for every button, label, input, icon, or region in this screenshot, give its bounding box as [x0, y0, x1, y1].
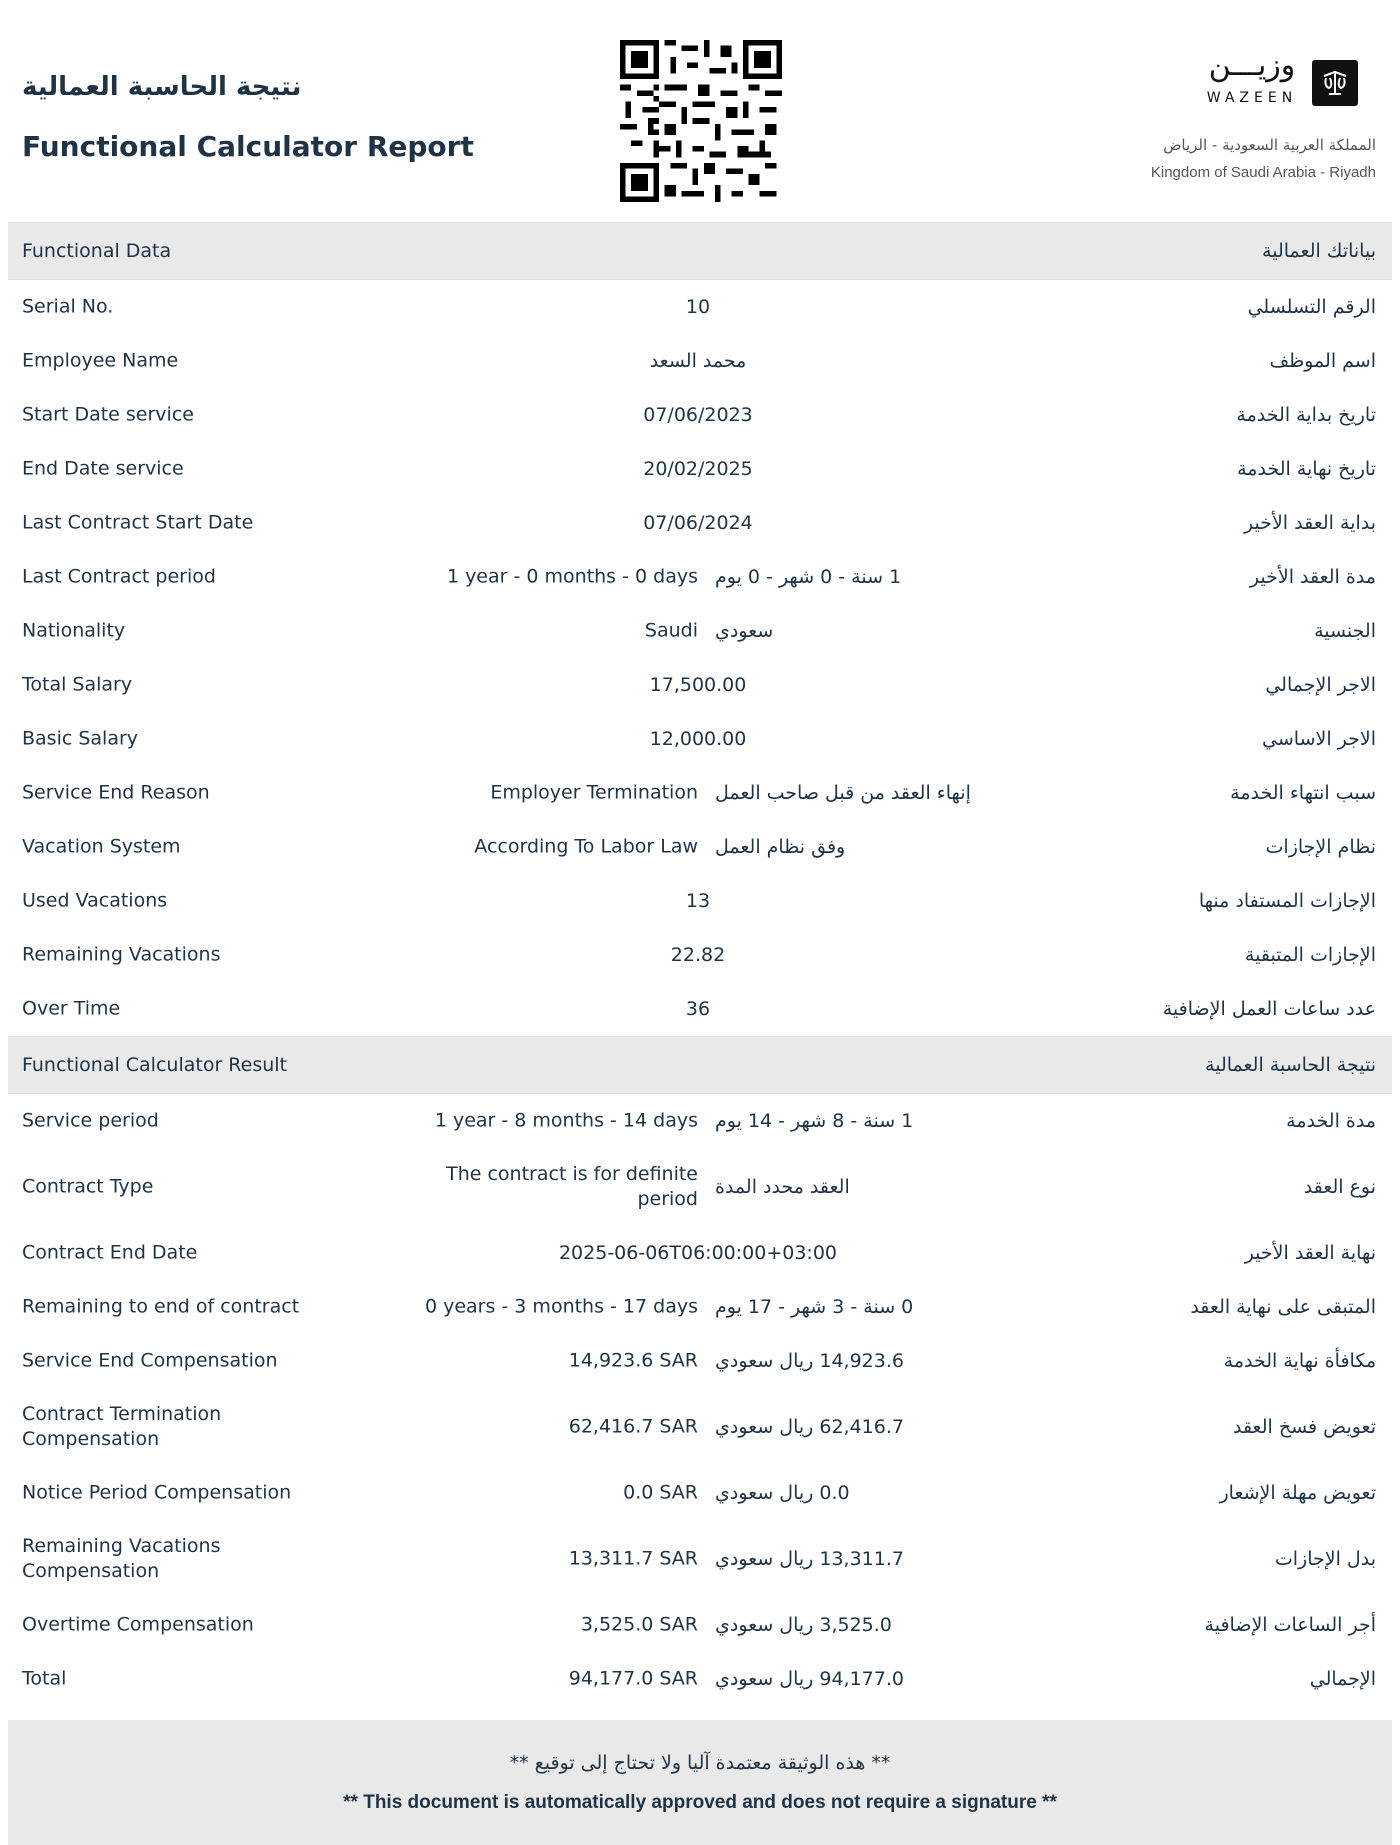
row-label-en: Nationality [22, 619, 126, 642]
row-value-en: 14,923.6 SAR [568, 1349, 698, 1372]
row-label-ar: مدة العقد الأخير [1249, 566, 1376, 588]
row-label-en: Contract Type [22, 1175, 154, 1198]
row-label-en: Service End Reason [22, 781, 210, 804]
table-row [8, 1280, 1392, 1334]
section-title-en: Functional Data [22, 240, 172, 262]
row-value: 07/06/2023 [643, 404, 753, 426]
row-label-ar: أجر الساعات الإضافية [1204, 1614, 1376, 1636]
wazeen-logo-icon [1312, 60, 1358, 106]
row-label-ar: تعويض مهلة الإشعار [1219, 1482, 1376, 1504]
row-value-en: According To Labor Law [474, 835, 698, 858]
row-label-en: Remaining to end of contract [22, 1295, 300, 1318]
table-row [8, 1652, 1392, 1706]
row-label-ar: اسم الموظف [1269, 350, 1376, 372]
table-row [8, 280, 1392, 334]
row-value: 12,000.00 [649, 728, 747, 750]
table-row [8, 1598, 1392, 1652]
table-row [8, 334, 1392, 388]
row-value-en: 62,416.7 SAR [568, 1415, 698, 1438]
row-value: 10 [685, 296, 711, 318]
row-label-ar: تعويض فسخ العقد [1232, 1416, 1376, 1438]
row-value-ar: 94,177.0 ريال سعودي [715, 1668, 904, 1690]
row-label-ar: بداية العقد الأخير [1244, 512, 1376, 534]
row-value-ar: 0.0 ريال سعودي [715, 1482, 850, 1504]
row-value-ar: 14,923.6 ريال سعودي [715, 1350, 904, 1372]
table-row [8, 388, 1392, 442]
row-value: 13 [685, 890, 711, 912]
row-label-en: Total Salary [22, 673, 133, 696]
table-row [8, 1094, 1392, 1148]
table-row [8, 928, 1392, 982]
row-value-en: Employer Termination [490, 781, 698, 804]
row-label-en: Remaining Vacations [22, 943, 221, 966]
row-label-ar: عدد ساعات العمل الإضافية [1162, 998, 1376, 1020]
row-value-ar: 1 سنة - 8 شهر - 14 يوم [715, 1110, 914, 1132]
table-row [8, 550, 1392, 604]
row-label-en: End Date service [22, 457, 184, 480]
table-row [8, 874, 1392, 928]
table-row [8, 820, 1392, 874]
row-label-en: Contract End Date [22, 1241, 198, 1264]
table-row [8, 1334, 1392, 1388]
table-row [8, 604, 1392, 658]
section-title-ar: نتيجة الحاسبة العمالية [1205, 1054, 1376, 1076]
address-ar: المملكة العربية السعودية - الرياض [1163, 136, 1376, 154]
footer-note-en: ** This document is automatically approved and does not require a signature ** [343, 1792, 1057, 1813]
row-label-ar: نوع العقد [1303, 1176, 1376, 1198]
row-value-en: The contract is for definite period [446, 1163, 698, 1210]
row-label-en: Used Vacations [22, 889, 168, 912]
row-label-ar: سبب انتهاء الخدمة [1230, 782, 1376, 804]
table-row [8, 442, 1392, 496]
row-value-en: 94,177.0 SAR [568, 1667, 698, 1690]
logo-text-ar: وزيـــن [1208, 48, 1296, 83]
footer-note [8, 1720, 1392, 1845]
row-value-ar: 0 سنة - 3 شهر - 17 يوم [715, 1296, 914, 1318]
row-label-ar: المتبقى على نهاية العقد [1190, 1296, 1376, 1318]
row-label-en: Last Contract Start Date [22, 511, 254, 534]
table-row [8, 1466, 1392, 1520]
row-value-ar: إنهاء العقد من قبل صاحب العمل [715, 782, 971, 804]
row-label-en: Last Contract period [22, 565, 216, 588]
row-label-ar: تاريخ بداية الخدمة [1236, 404, 1376, 426]
section-title-en: Functional Calculator Result [22, 1054, 288, 1076]
table-row [8, 658, 1392, 712]
row-label-ar: نهاية العقد الأخير [1244, 1242, 1376, 1264]
row-value-en: 0 years - 3 months - 17 days [424, 1295, 698, 1318]
row-label-en: Serial No. [22, 295, 114, 318]
row-label-en: Remaining Vacations Compensation [22, 1535, 221, 1582]
address-en: Kingdom of Saudi Arabia - Riyadh [1150, 164, 1376, 181]
row-label-ar: مدة الخدمة [1286, 1110, 1376, 1132]
row-label-ar: الإجمالي [1309, 1668, 1376, 1690]
table-row [8, 982, 1392, 1036]
row-label-ar: مكافأة نهاية الخدمة [1223, 1350, 1376, 1372]
row-label-en: Employee Name [22, 349, 179, 372]
row-value: 2025-06-06T06:00:00+03:00 [558, 1242, 838, 1264]
row-value-en: 3,525.0 SAR [580, 1613, 698, 1636]
row-value-ar: وفق نظام العمل [715, 836, 846, 858]
logo-text-en: WAZEEN [1206, 90, 1298, 106]
row-value: 20/02/2025 [643, 458, 753, 480]
functional-data-rows [8, 280, 1392, 1036]
section-title-ar: بياناتك العمالية [1262, 240, 1376, 262]
row-value: 17,500.00 [649, 674, 747, 696]
row-label-en: Notice Period Compensation [22, 1481, 292, 1504]
result-rows [8, 1094, 1392, 1706]
row-value-ar: العقد محدد المدة [715, 1176, 850, 1198]
row-value-ar: سعودي [715, 620, 774, 642]
footer-note-ar: ** هذه الوثيقة معتمدة آليا ولا تحتاج إلى توقيع ** [509, 1752, 891, 1774]
table-row [8, 766, 1392, 820]
row-label-en: Total [22, 1667, 67, 1690]
row-label-ar: الاجر الاساسي [1262, 728, 1376, 750]
table-row [8, 1520, 1392, 1598]
row-label-ar: الإجازات المستفاد منها [1198, 890, 1376, 912]
row-label-en: Service End Compensation [22, 1349, 278, 1372]
report-table [8, 222, 1392, 1706]
table-row [8, 1388, 1392, 1466]
table-row [8, 496, 1392, 550]
table-row [8, 712, 1392, 766]
row-value: 22.82 [670, 944, 726, 966]
row-value: محمد السعد [649, 350, 747, 372]
row-label-ar: نظام الإجازات [1265, 836, 1376, 858]
row-value-en: Saudi [644, 619, 698, 642]
row-label-ar: الاجر الإجمالي [1265, 674, 1376, 696]
row-value-en: 1 year - 8 months - 14 days [434, 1109, 698, 1132]
row-label-en: Overtime Compensation [22, 1613, 254, 1636]
section-header-functional-data [8, 222, 1392, 280]
table-row [8, 1226, 1392, 1280]
row-label-ar: بدل الإجازات [1274, 1548, 1376, 1570]
row-value-ar: 1 سنة - 0 شهر - 0 يوم [715, 566, 902, 588]
row-value: 36 [685, 998, 711, 1020]
row-value-en: 1 year - 0 months - 0 days [446, 565, 698, 588]
report-header [0, 0, 1400, 222]
row-label-en: Start Date service [22, 403, 194, 426]
table-row [8, 1148, 1392, 1226]
report-title-en: Functional Calculator Report [22, 130, 474, 163]
row-label-en: Vacation System [22, 835, 181, 858]
row-label-ar: الرقم التسلسلي [1247, 296, 1376, 318]
row-value: 07/06/2024 [643, 512, 753, 534]
row-value-en: 13,311.7 SAR [568, 1547, 698, 1570]
qr-code [620, 40, 782, 202]
row-label-en: Basic Salary [22, 727, 139, 750]
row-label-en: Service period [22, 1109, 159, 1132]
row-label-en: Contract Termination Compensation [22, 1403, 222, 1450]
row-value-ar: 62,416.7 ريال سعودي [715, 1416, 904, 1438]
row-label-ar: تاريخ نهاية الخدمة [1237, 458, 1376, 480]
row-value-ar: 3,525.0 ريال سعودي [715, 1614, 892, 1636]
row-value-ar: 13,311.7 ريال سعودي [715, 1548, 904, 1570]
section-header-result [8, 1036, 1392, 1094]
row-label-en: Over Time [22, 997, 121, 1020]
row-label-ar: الإجازات المتبقية [1244, 944, 1376, 966]
row-value-en: 0.0 SAR [623, 1481, 698, 1504]
report-title-ar: نتيجة الحاسبة العمالية [22, 72, 302, 102]
row-label-ar: الجنسية [1314, 620, 1376, 642]
